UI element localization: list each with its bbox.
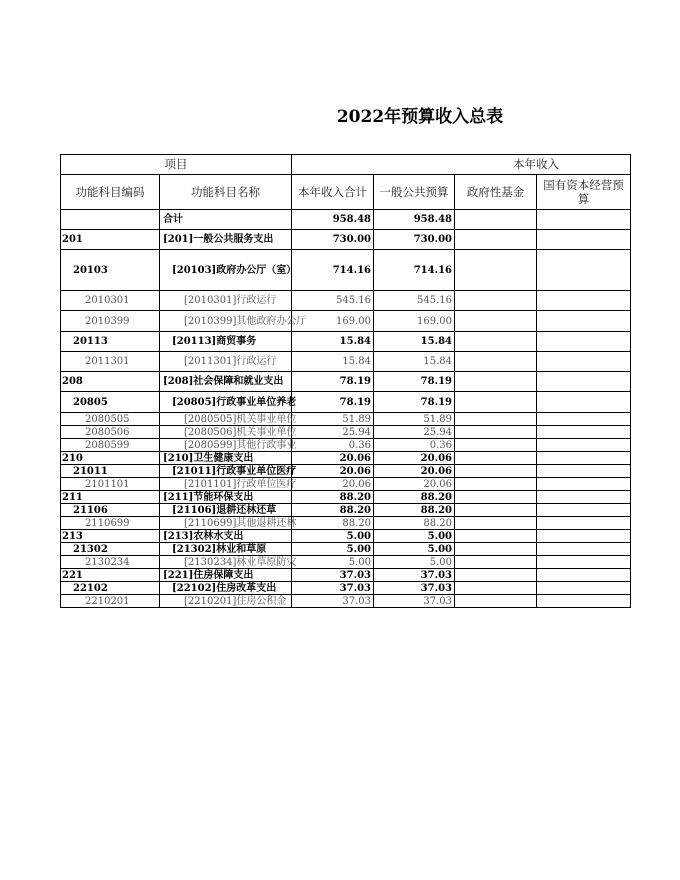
state-capital-cell — [537, 250, 631, 291]
code-cell: 21011 — [61, 465, 160, 478]
table-row — [61, 595, 631, 608]
table-row — [61, 413, 631, 426]
general-budget-cell: 20.06 — [374, 465, 455, 478]
gov-fund-cell — [455, 569, 537, 582]
total-cell: 88.20 — [292, 491, 374, 504]
code-cell: 20103 — [61, 250, 160, 291]
header-code: 功能科目编码 — [61, 175, 160, 210]
state-capital-cell — [537, 291, 631, 311]
total-cell: 5.00 — [292, 543, 374, 556]
general-budget-cell: 0.36 — [374, 439, 455, 452]
general-budget-cell: 15.84 — [374, 332, 455, 352]
general-budget-cell: 169.00 — [374, 311, 455, 332]
name-cell: [208]社会保障和就业支出 — [160, 372, 292, 392]
code-cell: 2210201 — [61, 595, 160, 608]
table-row — [61, 230, 631, 250]
total-cell: 15.84 — [292, 332, 374, 352]
code-cell: 20113 — [61, 332, 160, 352]
state-capital-cell — [537, 372, 631, 392]
general-budget-cell: 37.03 — [374, 582, 455, 595]
gov-fund-cell — [455, 311, 537, 332]
table-row — [61, 517, 631, 530]
total-cell: 169.00 — [292, 311, 374, 332]
state-capital-cell — [537, 439, 631, 452]
table-row — [61, 291, 631, 311]
code-cell: 20805 — [61, 392, 160, 413]
header-general-budget: 一般公共预算 — [374, 175, 455, 210]
general-budget-cell: 88.20 — [374, 517, 455, 530]
gov-fund-cell — [455, 392, 537, 413]
general-budget-cell: 78.19 — [374, 392, 455, 413]
total-cell: 37.03 — [292, 595, 374, 608]
state-capital-cell — [537, 465, 631, 478]
state-capital-cell — [537, 230, 631, 250]
general-budget-cell: 20.06 — [374, 452, 455, 465]
total-cell: 88.20 — [292, 517, 374, 530]
page-title: 2022年预算收入总表 — [336, 107, 504, 127]
total-cell: 37.03 — [292, 569, 374, 582]
code-cell: 211 — [61, 491, 160, 504]
general-budget-cell: 5.00 — [374, 556, 455, 569]
total-cell: 714.16 — [292, 250, 374, 291]
state-capital-cell — [537, 543, 631, 556]
gov-fund-cell — [455, 426, 537, 439]
total-cell: 0.36 — [292, 439, 374, 452]
gov-fund-cell — [455, 352, 537, 372]
name-cell: [20805]行政事业单位养老 — [160, 392, 292, 413]
table-row — [61, 452, 631, 465]
name-cell: [211]节能环保支出 — [160, 491, 292, 504]
name-cell: [2080505]机关事业单位 — [160, 413, 292, 426]
total-cell: 37.03 — [292, 582, 374, 595]
state-capital-cell — [537, 426, 631, 439]
gov-fund-cell — [455, 543, 537, 556]
table-row — [61, 332, 631, 352]
general-budget-cell: 5.00 — [374, 530, 455, 543]
state-capital-cell — [537, 332, 631, 352]
gov-fund-cell — [455, 452, 537, 465]
code-cell: 213 — [61, 530, 160, 543]
code-cell: 2011301 — [61, 352, 160, 372]
code-cell: 2101101 — [61, 478, 160, 491]
table-row — [61, 582, 631, 595]
total-cell: 958.48 — [292, 210, 374, 230]
header-project: 项目 — [61, 155, 292, 175]
code-cell: 2080506 — [61, 426, 160, 439]
gov-fund-cell — [455, 530, 537, 543]
state-capital-cell — [537, 569, 631, 582]
name-cell: [22102]住房改革支出 — [160, 582, 292, 595]
table-row — [61, 352, 631, 372]
table-row — [61, 372, 631, 392]
table-row — [61, 556, 631, 569]
total-cell: 5.00 — [292, 530, 374, 543]
header-current-year-income: 本年收入 — [292, 155, 631, 175]
table-row — [61, 543, 631, 556]
gov-fund-cell — [455, 478, 537, 491]
code-cell: 2080599 — [61, 439, 160, 452]
name-cell: [2110699]其他退耕还林 — [160, 517, 292, 530]
total-cell: 78.19 — [292, 372, 374, 392]
name-cell: [21011]行政事业单位医疗 — [160, 465, 292, 478]
state-capital-cell — [537, 452, 631, 465]
general-budget-cell: 730.00 — [374, 230, 455, 250]
state-capital-cell — [537, 556, 631, 569]
state-capital-cell — [537, 478, 631, 491]
header-row-columns — [61, 175, 631, 210]
gov-fund-cell — [455, 465, 537, 478]
state-capital-cell — [537, 491, 631, 504]
code-cell: 221 — [61, 569, 160, 582]
name-cell: [2101101]行政单位医疗 — [160, 478, 292, 491]
gov-fund-cell — [455, 413, 537, 426]
total-cell: 5.00 — [292, 556, 374, 569]
code-cell: 2010399 — [61, 311, 160, 332]
gov-fund-cell — [455, 332, 537, 352]
name-cell: [20113]商贸事务 — [160, 332, 292, 352]
name-cell: [2010399]其他政府办公厅 — [160, 311, 292, 332]
gov-fund-cell — [455, 210, 537, 230]
table-row — [61, 530, 631, 543]
code-cell: 208 — [61, 372, 160, 392]
name-cell: [210]卫生健康支出 — [160, 452, 292, 465]
general-budget-cell: 37.03 — [374, 569, 455, 582]
name-cell: [213]农林水支出 — [160, 530, 292, 543]
general-budget-cell: 15.84 — [374, 352, 455, 372]
gov-fund-cell — [455, 491, 537, 504]
name-cell: [20103]政府办公厅（室） — [160, 250, 292, 291]
state-capital-cell — [537, 311, 631, 332]
code-cell: 2130234 — [61, 556, 160, 569]
gov-fund-cell — [455, 556, 537, 569]
gov-fund-cell — [455, 582, 537, 595]
header-name: 功能科目名称 — [160, 175, 292, 210]
gov-fund-cell — [455, 504, 537, 517]
table-row — [61, 504, 631, 517]
table-row — [61, 210, 631, 230]
total-cell: 545.16 — [292, 291, 374, 311]
total-cell: 51.89 — [292, 413, 374, 426]
general-budget-cell: 25.94 — [374, 426, 455, 439]
name-cell: [21302]林业和草原 — [160, 543, 292, 556]
code-cell: 21106 — [61, 504, 160, 517]
header-gov-fund: 政府性基金 — [455, 175, 537, 210]
code-cell: 2110699 — [61, 517, 160, 530]
general-budget-cell: 51.89 — [374, 413, 455, 426]
gov-fund-cell — [455, 372, 537, 392]
total-cell: 20.06 — [292, 465, 374, 478]
state-capital-cell — [537, 352, 631, 372]
code-cell: 2010301 — [61, 291, 160, 311]
general-budget-cell: 714.16 — [374, 250, 455, 291]
budget-income-table — [60, 154, 631, 608]
code-cell: 22102 — [61, 582, 160, 595]
table-row — [61, 426, 631, 439]
general-budget-cell: 88.20 — [374, 491, 455, 504]
total-cell: 20.06 — [292, 452, 374, 465]
name-cell: [2011301]行政运行 — [160, 352, 292, 372]
gov-fund-cell — [455, 291, 537, 311]
gov-fund-cell — [455, 595, 537, 608]
name-cell: [2080506]机关事业单位 — [160, 426, 292, 439]
table-row — [61, 439, 631, 452]
name-cell: [2130234]林业草原防灾 — [160, 556, 292, 569]
total-cell: 78.19 — [292, 392, 374, 413]
state-capital-cell — [537, 210, 631, 230]
gov-fund-cell — [455, 517, 537, 530]
table-row — [61, 569, 631, 582]
total-cell: 15.84 — [292, 352, 374, 372]
gov-fund-cell — [455, 439, 537, 452]
name-cell: [201]一般公共服务支出 — [160, 230, 292, 250]
code-cell: 2080505 — [61, 413, 160, 426]
state-capital-cell — [537, 517, 631, 530]
table-row — [61, 465, 631, 478]
general-budget-cell: 78.19 — [374, 372, 455, 392]
general-budget-cell: 5.00 — [374, 543, 455, 556]
header-state-capital: 国有资本经营预算 — [537, 175, 631, 210]
general-budget-cell: 545.16 — [374, 291, 455, 311]
total-cell: 88.20 — [292, 504, 374, 517]
state-capital-cell — [537, 595, 631, 608]
general-budget-cell: 20.06 — [374, 478, 455, 491]
code-cell — [61, 210, 160, 230]
table-row — [61, 392, 631, 413]
header-total: 本年收入合计 — [292, 175, 374, 210]
name-cell: [21106]退耕还林还草 — [160, 504, 292, 517]
general-budget-cell: 37.03 — [374, 595, 455, 608]
table-row — [61, 250, 631, 291]
name-cell: [221]住房保障支出 — [160, 569, 292, 582]
code-cell: 210 — [61, 452, 160, 465]
total-cell: 730.00 — [292, 230, 374, 250]
code-cell: 201 — [61, 230, 160, 250]
table-row — [61, 311, 631, 332]
state-capital-cell — [537, 504, 631, 517]
name-cell: [2210201]住房公积金 — [160, 595, 292, 608]
total-cell: 20.06 — [292, 478, 374, 491]
name-cell: [2010301]行政运行 — [160, 291, 292, 311]
total-cell: 25.94 — [292, 426, 374, 439]
name-cell: [2080599]其他行政事业 — [160, 439, 292, 452]
gov-fund-cell — [455, 250, 537, 291]
state-capital-cell — [537, 582, 631, 595]
gov-fund-cell — [455, 230, 537, 250]
state-capital-cell — [537, 392, 631, 413]
code-cell: 21302 — [61, 543, 160, 556]
table-row — [61, 491, 631, 504]
name-cell: 合计 — [160, 210, 292, 230]
general-budget-cell: 958.48 — [374, 210, 455, 230]
table-row — [61, 478, 631, 491]
header-row-top — [61, 155, 631, 175]
state-capital-cell — [537, 413, 631, 426]
budget-table-container — [60, 154, 624, 618]
general-budget-cell: 88.20 — [374, 504, 455, 517]
state-capital-cell — [537, 530, 631, 543]
